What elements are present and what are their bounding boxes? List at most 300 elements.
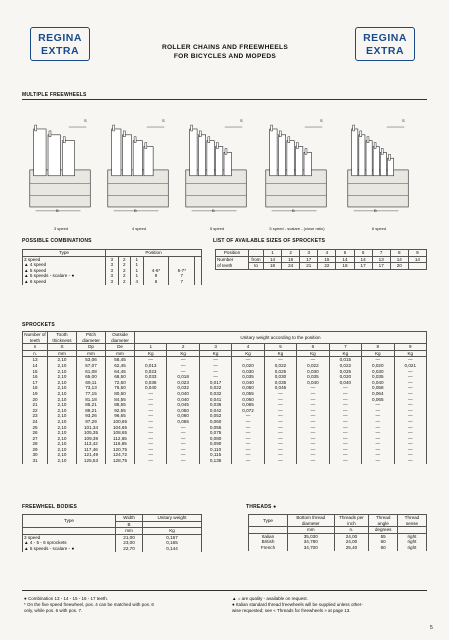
unit-cell: n. bbox=[23, 350, 48, 357]
table-cell: 117,46 bbox=[77, 447, 106, 453]
freewheel-drawing bbox=[258, 112, 336, 231]
position-cell: 4 bbox=[131, 279, 144, 285]
combination-mark: ▲ bbox=[24, 273, 29, 279]
table-cell: 29 bbox=[23, 447, 48, 453]
col-pitch: Pitch diameter bbox=[77, 332, 106, 344]
notes-right bbox=[232, 596, 363, 614]
freewheel-drawing bbox=[340, 112, 418, 231]
table-cell: 0,021 bbox=[394, 363, 427, 369]
table-cell: 124,72 bbox=[106, 452, 135, 458]
position-number: 9 bbox=[408, 250, 426, 257]
table-cell: 0,058 bbox=[362, 385, 394, 391]
table-cell: — bbox=[264, 357, 296, 363]
table-cell: 26 bbox=[23, 430, 48, 436]
table-cell: 121,49 bbox=[77, 452, 106, 458]
sizes-to-label: to bbox=[249, 263, 264, 270]
position-number: 3 bbox=[300, 250, 318, 257]
table-cell: 0,052 bbox=[199, 413, 231, 419]
table-cell: — bbox=[135, 391, 167, 397]
table-cell: — bbox=[329, 391, 361, 397]
table-cell: 23 bbox=[23, 413, 48, 419]
table-cell: — bbox=[394, 430, 427, 436]
table-cell: 104,65 bbox=[106, 425, 135, 431]
sizes-teeth-label: Number bbox=[216, 256, 249, 263]
dimension-s-label: S bbox=[320, 118, 323, 123]
teeth-to bbox=[408, 263, 426, 270]
table-cell: 0,060 bbox=[199, 419, 231, 425]
col-type: Type bbox=[23, 515, 116, 528]
table-cell: — bbox=[362, 447, 394, 453]
table-cell: — bbox=[232, 413, 264, 419]
table-cell: — bbox=[264, 452, 296, 458]
table-cell: 93,26 bbox=[77, 413, 106, 419]
table-cell: — bbox=[232, 419, 264, 425]
blank-cell bbox=[143, 521, 202, 528]
thread-a: 55 bbox=[369, 533, 398, 539]
table-cell: — bbox=[264, 430, 296, 436]
thread-d: 35,030 bbox=[288, 533, 335, 539]
teeth-from: 14 bbox=[408, 256, 426, 263]
position-cell: 2 bbox=[118, 262, 131, 268]
note: wise requested; see « Threads for freewheels » at page 13. bbox=[232, 608, 351, 613]
thread-n: 25,40 bbox=[334, 545, 369, 551]
table-cell: — bbox=[297, 357, 329, 363]
col-teeth: Number of teeth bbox=[24, 332, 46, 343]
table-cell: 0,035 bbox=[362, 374, 394, 380]
table-cell: 2,10 bbox=[48, 425, 77, 431]
table-cell: — bbox=[297, 430, 329, 436]
table-cell: — bbox=[264, 425, 296, 431]
section-threads bbox=[246, 504, 276, 510]
table-cell: 2,10 bbox=[48, 430, 77, 436]
table-cell: — bbox=[394, 374, 427, 380]
dimension-b-label: B bbox=[212, 208, 215, 213]
column-symbol: S bbox=[48, 344, 77, 351]
thread-s: right bbox=[397, 533, 426, 539]
table-cell: — bbox=[135, 452, 167, 458]
position-number: 4 bbox=[232, 344, 264, 351]
table-cell: 65,00 bbox=[77, 374, 106, 380]
table-cell: — bbox=[297, 397, 329, 403]
table-cell: — bbox=[394, 391, 427, 397]
table-cell: 28 bbox=[23, 441, 48, 447]
table-cell: 89,21 bbox=[77, 408, 106, 414]
table-cell: 0,040 bbox=[135, 385, 167, 391]
table-cell: 0,040 bbox=[297, 380, 329, 386]
combination-mark: ▲ bbox=[24, 278, 29, 284]
table-cell: — bbox=[362, 452, 394, 458]
position-cell: 6 bbox=[143, 279, 169, 285]
table-cell: — bbox=[199, 369, 231, 375]
threads-table bbox=[248, 514, 427, 551]
table-row bbox=[23, 546, 202, 552]
table-cell: — bbox=[264, 447, 296, 453]
table-cell: 27 bbox=[23, 436, 48, 442]
body-width: 23,00 bbox=[116, 540, 143, 546]
position-cell: 3 bbox=[106, 273, 119, 279]
table-cell: 92,55 bbox=[106, 408, 135, 414]
table-cell: 0,065 bbox=[362, 397, 394, 403]
unit-cell: Kg bbox=[264, 350, 296, 357]
position-cell: 2 bbox=[118, 256, 131, 262]
position-cell bbox=[195, 279, 202, 285]
position-cell: 3 bbox=[106, 268, 119, 274]
table-cell: 96,65 bbox=[106, 413, 135, 419]
freewheel-cross-section bbox=[178, 112, 256, 222]
table-cell: — bbox=[394, 441, 427, 447]
table-cell: — bbox=[135, 357, 167, 363]
combination-type bbox=[23, 279, 106, 285]
col-outside: Outside diameter bbox=[106, 332, 135, 344]
table-cell: — bbox=[394, 425, 427, 431]
col-angle: Thread angle bbox=[369, 515, 398, 527]
brand-line2: EXTRA bbox=[40, 45, 80, 57]
col-width: Width bbox=[116, 515, 143, 522]
brand-line1: REGINA bbox=[38, 32, 82, 44]
table-cell: — bbox=[394, 413, 427, 419]
page-number: 5 bbox=[430, 625, 433, 631]
table-cell: 20 bbox=[23, 397, 48, 403]
combination-label: 4 speed bbox=[29, 262, 47, 268]
table-cell: — bbox=[394, 419, 427, 425]
table-cell: 0,035 bbox=[297, 374, 329, 380]
position-cell: 5-7* bbox=[169, 268, 195, 274]
sprockets-table bbox=[22, 331, 427, 464]
thread-a: 60 bbox=[369, 539, 398, 545]
thread-s: right bbox=[397, 539, 426, 545]
table-cell: — bbox=[297, 458, 329, 464]
combination-label: 5 speeds - scalare - ● bbox=[29, 273, 75, 279]
table-cell: — bbox=[297, 408, 329, 414]
table-cell: 116,65 bbox=[106, 441, 135, 447]
table-cell: — bbox=[329, 413, 361, 419]
position-cell: 7 bbox=[169, 273, 195, 279]
freewheel-cross-section bbox=[258, 112, 336, 222]
table-cell: — bbox=[394, 452, 427, 458]
table-cell: — bbox=[329, 408, 361, 414]
table-cell: — bbox=[297, 419, 329, 425]
table-cell: — bbox=[362, 402, 394, 408]
table-cell: 76,50 bbox=[106, 385, 135, 391]
table-cell: — bbox=[167, 458, 199, 464]
table-cell: — bbox=[199, 357, 231, 363]
table-cell: 0,040 bbox=[362, 380, 394, 386]
table-cell: 0,036 bbox=[135, 380, 167, 386]
teeth-from: 14 bbox=[354, 256, 372, 263]
table-cell: 13 bbox=[23, 357, 48, 363]
table-cell: 73,13 bbox=[77, 385, 106, 391]
table-cell: — bbox=[394, 458, 427, 464]
table-cell: 72,50 bbox=[106, 380, 135, 386]
table-cell: 30 bbox=[23, 452, 48, 458]
body-width: 22,70 bbox=[116, 546, 143, 552]
table-cell: 105,35 bbox=[77, 430, 106, 436]
table-cell: 0,065 bbox=[232, 402, 264, 408]
table-cell: 2,10 bbox=[48, 397, 77, 403]
unit-cell: Kg bbox=[232, 350, 264, 357]
table-cell: 0,035 bbox=[232, 374, 264, 380]
table-cell: 2,10 bbox=[48, 380, 77, 386]
table-cell: 0,065 bbox=[167, 419, 199, 425]
unit-degrees: degrees bbox=[369, 527, 398, 534]
table-cell: — bbox=[297, 385, 329, 391]
bodies-table bbox=[22, 514, 202, 552]
table-cell: — bbox=[135, 402, 167, 408]
freewheel-caption: 3 speed bbox=[53, 226, 69, 231]
position-number: 8 bbox=[390, 250, 408, 257]
combination-mark: ▲ bbox=[24, 262, 29, 268]
table-cell: — bbox=[167, 369, 199, 375]
table-cell: — bbox=[394, 380, 427, 386]
thread-d: 34,780 bbox=[288, 539, 335, 545]
table-cell: 0,040 bbox=[167, 391, 199, 397]
table-cell: 0,072 bbox=[232, 408, 264, 414]
brand-logo-left bbox=[30, 27, 90, 61]
table-cell: — bbox=[329, 419, 361, 425]
position-cell: 4-6* bbox=[143, 268, 169, 274]
table-cell: — bbox=[232, 447, 264, 453]
table-cell: 0,050 bbox=[232, 385, 264, 391]
freewheel-caption: 5 speed bbox=[209, 226, 225, 231]
table-cell: 68,50 bbox=[106, 374, 135, 380]
table-cell: 0,055 bbox=[199, 425, 231, 431]
table-cell: 120,75 bbox=[106, 447, 135, 453]
section-possible: POSSIBLE COMBINATIONS bbox=[22, 238, 92, 244]
unit-cell: Kg bbox=[167, 350, 199, 357]
unit-cell: mm bbox=[48, 350, 77, 357]
table-cell: — bbox=[394, 385, 427, 391]
teeth-to: 20 bbox=[390, 263, 408, 270]
blank-cell bbox=[23, 528, 116, 535]
position-cell: 1 bbox=[131, 256, 144, 262]
table-cell: 0,032 bbox=[167, 385, 199, 391]
unit-cell: Kg bbox=[135, 350, 167, 357]
table-cell: 77,15 bbox=[77, 391, 106, 397]
note: ● Italian standard thread freewheels will be supplied unless other- bbox=[232, 602, 363, 607]
table-cell: — bbox=[135, 413, 167, 419]
table-row bbox=[23, 458, 427, 464]
thread-d: 34,700 bbox=[288, 545, 335, 551]
sizes-position-label: Position bbox=[216, 250, 249, 257]
table-cell: — bbox=[232, 441, 264, 447]
position-number: 1 bbox=[264, 250, 282, 257]
table-cell: 57,07 bbox=[77, 363, 106, 369]
table-cell: 0,022 bbox=[329, 363, 361, 369]
table-cell: 2,10 bbox=[48, 458, 77, 464]
section-bodies: FREEWHEEL BODIES bbox=[22, 504, 78, 510]
table-cell: — bbox=[264, 408, 296, 414]
table-cell: 2,10 bbox=[48, 441, 77, 447]
table-cell: — bbox=[329, 447, 361, 453]
table-cell: — bbox=[362, 441, 394, 447]
sizes-teeth-label-2: of teeth bbox=[216, 263, 249, 270]
table-cell: — bbox=[362, 458, 394, 464]
table-cell: 0,064 bbox=[362, 391, 394, 397]
thread-a: 60 bbox=[369, 545, 398, 551]
table-cell: 62,45 bbox=[106, 363, 135, 369]
table-cell: 0,035 bbox=[264, 380, 296, 386]
table-cell: 0,030 bbox=[264, 374, 296, 380]
teeth-from: 16 bbox=[282, 256, 300, 263]
table-cell: 0,041 bbox=[199, 397, 231, 403]
freewheel-drawing bbox=[22, 112, 100, 231]
table-cell: — bbox=[362, 357, 394, 363]
table-cell: 24 bbox=[23, 419, 48, 425]
freewheel-caption: 6 speed bbox=[371, 226, 387, 231]
col-sense: Thread sense bbox=[397, 515, 426, 527]
teeth-to: 17 bbox=[354, 263, 372, 270]
table-cell: — bbox=[135, 397, 167, 403]
table-cell: 108,65 bbox=[106, 430, 135, 436]
column-symbol: Dp bbox=[77, 344, 106, 351]
table-cell: — bbox=[297, 441, 329, 447]
table-cell: 2,10 bbox=[48, 369, 77, 375]
table-cell: 109,39 bbox=[77, 436, 106, 442]
unit-cell: Kg bbox=[297, 350, 329, 357]
table-cell: 0,055 bbox=[232, 391, 264, 397]
table-cell: 22 bbox=[23, 408, 48, 414]
table-cell: — bbox=[135, 430, 167, 436]
table-row bbox=[249, 545, 427, 551]
combination-label: 6 speed bbox=[29, 278, 47, 284]
note: only, while pos. 6 with pos. 7. bbox=[24, 608, 83, 613]
combination-label: 3 speed bbox=[24, 256, 41, 262]
table-cell: — bbox=[329, 385, 361, 391]
position-cell: 2 bbox=[118, 268, 131, 274]
combinations-table bbox=[22, 249, 202, 285]
position-cell: 3 bbox=[106, 256, 119, 262]
freewheel-caption: 4 speed bbox=[131, 226, 147, 231]
table-cell: 0,020 bbox=[232, 363, 264, 369]
table-cell: 0,045 bbox=[264, 385, 296, 391]
freewheel-cross-section bbox=[100, 112, 178, 222]
table-cell: 0,040 bbox=[167, 397, 199, 403]
thread-n: 24,00 bbox=[334, 539, 369, 545]
table-cell: 0,032 bbox=[199, 391, 231, 397]
table-cell: — bbox=[135, 408, 167, 414]
body-type: ▲ 5 speeds - scalare - ● bbox=[23, 546, 116, 552]
table-cell: 84,55 bbox=[106, 397, 135, 403]
table-cell: 2,10 bbox=[48, 402, 77, 408]
table-cell: 2,10 bbox=[48, 413, 77, 419]
unit-cell: mm bbox=[77, 350, 106, 357]
brand-line2: EXTRA bbox=[365, 45, 405, 57]
column-symbol: De bbox=[106, 344, 135, 351]
unit-cell: Kg bbox=[329, 350, 361, 357]
teeth-from: 14 bbox=[390, 256, 408, 263]
teeth-to: 18 bbox=[264, 263, 282, 270]
table-cell: 0,025 bbox=[264, 369, 296, 375]
table-cell: — bbox=[167, 441, 199, 447]
col-width-sym: B bbox=[116, 521, 143, 528]
table-cell: — bbox=[329, 441, 361, 447]
position-number: 7 bbox=[372, 250, 390, 257]
table-cell: — bbox=[329, 452, 361, 458]
dimension-s-label: S bbox=[162, 118, 165, 123]
teeth-from: 15 bbox=[318, 256, 336, 263]
table-cell: — bbox=[264, 458, 296, 464]
blank-cell bbox=[397, 527, 426, 534]
table-cell: 21 bbox=[23, 402, 48, 408]
table-cell: — bbox=[329, 430, 361, 436]
table-cell: 81,18 bbox=[77, 397, 106, 403]
table-cell: — bbox=[297, 425, 329, 431]
position-number: 8 bbox=[362, 344, 394, 351]
table-cell: 125,53 bbox=[77, 458, 106, 464]
table-cell: 0,075 bbox=[199, 430, 231, 436]
col-position: Position bbox=[106, 250, 202, 257]
thread-n: 24,00 bbox=[334, 533, 369, 539]
table-cell: — bbox=[329, 436, 361, 442]
table-cell: 2,10 bbox=[48, 447, 77, 453]
table-cell: — bbox=[329, 425, 361, 431]
table-cell: — bbox=[135, 447, 167, 453]
teeth-to: 17 bbox=[372, 263, 390, 270]
table-cell: 0,022 bbox=[199, 385, 231, 391]
table-cell: 2,10 bbox=[48, 408, 77, 414]
title-line1: ROLLER CHAINS AND FREEWHEELS bbox=[161, 44, 289, 51]
position-number: 7 bbox=[329, 344, 361, 351]
position-number: 1 bbox=[135, 344, 167, 351]
table-cell: 14 bbox=[23, 363, 48, 369]
section-multiple: MULTIPLE FREEWHEELS bbox=[22, 92, 87, 98]
table-cell: 0,036 bbox=[199, 402, 231, 408]
table-cell: 0,018 bbox=[167, 374, 199, 380]
position-number: 4 bbox=[318, 250, 336, 257]
body-weight: 0,157 bbox=[143, 534, 202, 540]
position-number: 2 bbox=[167, 344, 199, 351]
combination-mark: ▲ bbox=[24, 267, 29, 273]
table-cell: 0,023 bbox=[135, 369, 167, 375]
position-cell: 1 bbox=[131, 273, 144, 279]
unit-cell: Kg bbox=[199, 350, 231, 357]
thread-type: French bbox=[249, 545, 288, 551]
col-weight: Unitary weight bbox=[143, 515, 202, 522]
position-number: 5 bbox=[336, 250, 354, 257]
table-cell: 0,135 bbox=[199, 458, 231, 464]
table-cell: 0,040 bbox=[329, 380, 361, 386]
table-cell: 0,042 bbox=[199, 408, 231, 414]
table-cell: 58,45 bbox=[106, 357, 135, 363]
table-cell: — bbox=[362, 430, 394, 436]
table-cell: 15 bbox=[23, 369, 48, 375]
table-cell: 0,030 bbox=[232, 369, 264, 375]
table-cell: — bbox=[167, 357, 199, 363]
body-type: ▲ 4 - 5 - 6 sprockets bbox=[23, 540, 116, 546]
dimension-s-label: S bbox=[84, 118, 87, 123]
table-cell: — bbox=[362, 436, 394, 442]
table-cell: 0,023 bbox=[167, 380, 199, 386]
table-cell: 2,10 bbox=[48, 385, 77, 391]
table-cell: — bbox=[232, 430, 264, 436]
teeth-to: 22 bbox=[318, 263, 336, 270]
note: * On the five speed freewheel, pos. 4 can be matched with pos. 6 bbox=[24, 602, 154, 607]
table-cell: 2,10 bbox=[48, 363, 77, 369]
table-cell: — bbox=[199, 363, 231, 369]
table-cell: 0,017 bbox=[199, 380, 231, 386]
divider bbox=[22, 99, 427, 100]
combination-row bbox=[23, 279, 202, 285]
table-cell: — bbox=[167, 363, 199, 369]
table-cell: — bbox=[362, 425, 394, 431]
table-cell: — bbox=[394, 447, 427, 453]
table-cell: — bbox=[167, 430, 199, 436]
table-cell: 0,030 bbox=[362, 369, 394, 375]
table-cell: 25 bbox=[23, 425, 48, 431]
note: ● Combination 13 - 14 - 15 - 16 - 17 teeth. bbox=[24, 596, 109, 601]
table-cell: — bbox=[135, 441, 167, 447]
teeth-from: 14 bbox=[336, 256, 354, 263]
